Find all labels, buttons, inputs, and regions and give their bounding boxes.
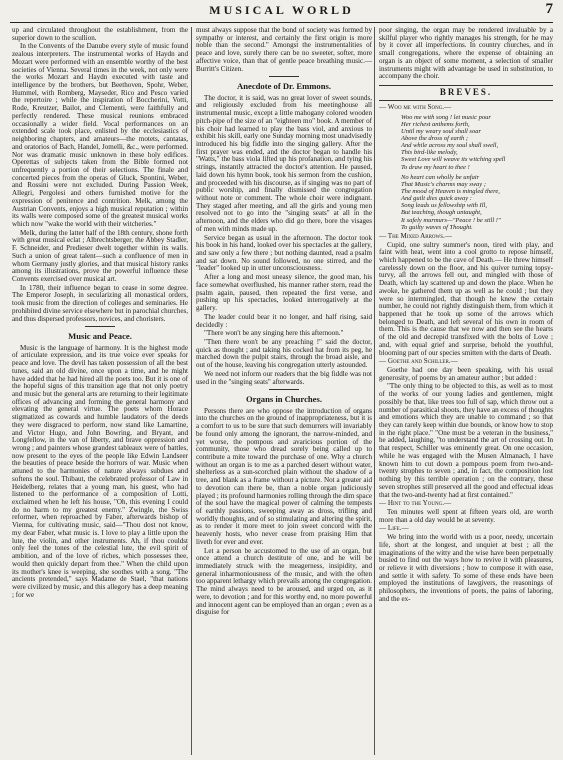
paragraph: poor singing, the organ may be rendered invaluable by a skilful player who rightly manages his strength, for he may by it cover all imperfections. In country churches, and in small congregations, where the expense of obtaining an organ is an object of some moment, a selection of smaller instruments might with advantage be used in substitution, to accompany the choir. <box>379 27 553 81</box>
paragraph: We bring into the world with us a poor, needy, uncertain life, short at the longest, and unquiet at best ; all the imaginations of the witty and the wise have been perpetually busied to find out the ways how to revive it with pleasures, or relieve it with diversions ; how to compose it with ease, and settle it with safety. To some of these ends have been employed the institutions of lawgivers, the reasonings of philosophers, the inventions of poets, the pains of laboring, and the ex- <box>379 533 553 603</box>
verse-line: It safely murmurs—"Peace ! be still !" <box>401 216 501 224</box>
column-middle <box>196 27 372 755</box>
verse-line: The mood of Heaven is mingled there, <box>401 187 500 195</box>
paragraph: In the Convents of the Danube every style of music found zealous interpreters. The instrumental works of Haydn and Mozart were performed with an ensemble worthy of the best societies of Vienna. Several times in the week, not only were the works Mozart and Haydn executed with taste and intelligence by the brothers, but Beethoven, Spohr, Weber, Hummel, with Romberg, Mayseder, Rico and Pesco varied the repertoire ; while the inspiration of Boccherini, Votti, Rode, Kreutzer, Bailot, and Clementi, were faithfully and perfectly rendered. These musical reunions embraced occasionally a wider field. Vocal performances on an extended scale took place, enlisted by the ecclesiastics of neighboring chapters, and amateurs—the motets, cantatas, and oratorios of Bach, Handel, Jomelli, &c., were performed. Nor was dramatic music unknown in these holy edifices. Operettas of subjects taken from the Bible formed not unfrequently a portion of their selections. The finale and concerted pieces from the operas of Gluck, Spontini, Weber, and Rossini were not excluded. During Passion Week, Allegri, Pergolesi and others furnished motive for the expression of penitence and contrition. Melk, among the Austrian Convents, enjoys a high musical reputation ; within its walls were composed some of the greatest musical works which now "wake the world with their witcheries." <box>12 42 188 228</box>
section-banner: BREVES. <box>379 85 553 101</box>
paragraph: up and circulated throughout the establishment, from the superior down to the scullion. <box>12 27 188 42</box>
paragraph: We need not inform our readers that the big fiddle was not used in the "singing seats" afterwards. <box>196 369 372 386</box>
paragraph: Cupid, one sultry summer's noon, tired with play, and faint with heat, went into a cool grotto to repose himself, which happened to be the cave of Death.— He threw himself carelessly down on the floor, and his quiver turning topsy-turvy, all the arrows fell out, and mingled with those of Death, which lay scattered up and down the place. When he awoke, he gathered them up as well as he could ; but they were so intermingled, that though he knew the certain number, he could not rightly distinguish them, from which it happened that he took up some of the arrows which belonged to Death, and left several of his own in room of them. This is the cause that we now and then see the hearts of the old and decrepid transfixed with the bolts of Love ; and, with equal grief and surprise, behold the youthful, blooming part of our species smitten with the darts of Death. <box>379 240 553 357</box>
paragraph: "There won't be any singing here this afternoon." <box>204 329 344 338</box>
paragraph: Let a person be accustomed to the use of an organ, but once attend a church destitute of one, and he will be immediately struck with the meagerness, insipidity, and general inharmoniousness of the music, and with the often too apparent lethargy which prevails among the congregation. The mind always need to be aroused, and urged on, as it were, to devotion ; and for this worthy end, no more powerful and innocent agent can be employed than an organ ; even as a disguise for <box>196 546 372 617</box>
article-heading: Organs in Churches. <box>245 394 322 405</box>
verse-line: Song leads us fellowship with Ill, <box>401 202 487 210</box>
paragraph: "Then there won't be any preaching !" said the doctor, quick as thought ; and taking his cocked hat from its peg, he marched down the pulpit stairs, through the broad aisle, and out of the house, leaving his congregation utterly astounded. <box>196 337 372 370</box>
page-number: 7 <box>545 1 553 17</box>
paragraph: In 1780, their influence began to cease in some degree. The Emperor Joseph, in secularizing all monastical orders, took music from the direction of colleges and seminaries. He prohibited divine service elsewhere but in parochial churches, and thus dispersed professors, novices, and choristers. <box>12 283 188 323</box>
verse-line: Sweet Love will weave its witching spell <box>401 156 506 164</box>
paragraph: Persons there are who oppose the introduction of organs into the churches on the ground of inappropriateness, but it is a comfort to us to be sure that such demurrers will invariably be found only among the ignorant, the narrow-minded, and yet worse, the pompous and avaricious portion of the community, those who dread sorely being called up to contribute a mite toward the purchase of one. Why a church without an organ is to me as a parched desert without water, shelterless as a sun-scorched plain without the shadow of a tree, and blank as a frame without a picture. Not a greater aid to devotion can there be, than a noble organ judiciously played ; its profound harmonies rolling through the dim space of the soul have the magical power of calming the tempests of earthly passions, sweeping away as dross, trifling and worldly thoughts, and of so stimulating and altering the spirit, as to render it more meet to join sweet concord with the heavenly hosts, who never cease from praising Him that liveth for ever and ever. <box>196 406 372 546</box>
column-divider <box>374 27 375 755</box>
section-rule <box>269 76 299 77</box>
verse-line: To draw my heart to thee ! <box>401 163 470 171</box>
paragraph: Service began as usual in the afternoon. The doctor took his book in his hand, looked over his spectacles at the gallery, and saw only a few there ; but nothing daunted, read a psalm and sat down. No sound followed, no one stirred, and the "leader" looked up in utter unconsciousness. <box>196 233 372 273</box>
column-divider <box>191 27 192 755</box>
page-header <box>10 0 553 23</box>
brief-title: — Goethe and Schiller.— <box>379 357 458 366</box>
verse-line: And while across my soul shall swell, <box>401 142 499 150</box>
verse-line: That Music's charms may sway ; <box>401 180 486 188</box>
paragraph: must always suppose that the bond of society was formed by sympathy or interest, and certainly the first origin is more noble than the second." Amongst the instrumentalities of peace and love, surely there can be no sweeter, softer, more affective voice, than that of gentle peace breathing music.—Burritt's Citizen. <box>196 27 372 73</box>
paragraph: After a long and most uneasy silence, the good man, his face somewhat overflushed, his manner rather stern, read the psalm again, paused, then repeated the first verse, and pushing up his spectacles, looked interrogatively at the gallery. <box>196 273 372 313</box>
paragraph: Goethe had one day been speaking, with his usual generosity, of poems by an amateur author ; but added : <box>379 366 553 382</box>
paragraph: "The only thing to be objected to this, as well as to most of the works of our young ladies and gentlemen, might possibly be that, like trees too full of sap, which throw out a number of parasitical shoots, they have an excess of thoughts and emotions which they are unable to command ; so that they can rarely keep within due bounds, or know how to stop in the right place." "One must be a veteran in the business," he added, laughing, "to understand the art of crossing out. In that respect, Schiller was eminently great. On one occasion, while he was engaged with the Musen Almanach, I have known him to cut down a pompous poem from two-and-twenty strophes to seven ; and, in fact, the composition lost nothing by this terrible operation ; on the contrary, these seven strophes still preserved all the good and effectual ideas that the two-and-twenty had at first contained." <box>379 382 553 499</box>
paragraph: The leader could bear it no longer, and half rising, said decidedly : <box>196 312 372 329</box>
verse-line: Woo me with song ! let music pour <box>401 113 491 121</box>
verse-line: To guilty waves of Thought. <box>401 223 473 231</box>
brief-title: — Hint to the Young.— <box>379 499 452 508</box>
column-left <box>12 27 188 755</box>
section-rule <box>85 326 115 327</box>
section-rule <box>269 389 299 390</box>
verse-line: Her richest anthems forth, <box>401 120 470 128</box>
verse-line: But teaching, though untaught, <box>401 209 482 217</box>
verse-line: This bird-like melody, <box>401 149 458 157</box>
poem-verse <box>401 114 553 231</box>
verse-line: Until my weary soul shall soar <box>401 127 481 135</box>
brief-title: — The Mixed Arrows.— <box>379 231 452 240</box>
verse-line: Above the dross of earth ; <box>401 134 469 142</box>
paragraph: Music is the language of harmony. It is the highest mode of articulate expression, and its true voice ever speaks for peace and love. The devil has taken possession of all the best tunes, said an old divine, once upon a time, and he might have added that he had hired all the poets too. But it is one of the hopeful signs of this transition age that not only poetry and music but the general arts are returning to their legitimate offices of advancing and forming the general harmony and elevating the general virtue. The poets whom Horace stigmatized as cowards and humble laudators of the deeds they were disgraced to perform, now stand like Lamartine, and Victor Hugo, and John Bowring, and Bryant, and Longfellow, in the van of liberty, and brave oppression and wrong ; and painters whose grandest tableaux were of battles, now present to the eyes of the people like Edwin Landseer the beauties of peace beside the horrors of war. Music when attuned to the harmonies of nature always subdues and softens the soul. Thibaut, the celebrated professor of Law in Heidelberg, relates that a young man, his guest, who had listened to the performance of a composition of Lotti, exclaimed when he left his house, "Oh, this evening I could do no harm to my greatest enemy." Zwingle, the Swiss reformer, when reproached by Faber, afterwards bishop of Vienna, for cultivating music, said—"Thou dost not know, my dear Faber, what music is. I love to play a little upon the lute, the violin, and other instruments. Ah, if thou couldst only feel the tones of the celestial lute, the evil spirit of ambition, and of the love of riches, which possesses thee, would then quickly depart from thee." When the child upon its mother's knee is weeping, she soothes with a song. "The ancients pretended," says Madame de Stael, "that nations were civilized by music, and this allegory has a deep meaning ; for we <box>12 343 188 599</box>
article-heading: Anecdote of Dr. Emmons. <box>237 81 331 92</box>
column-right <box>379 27 553 755</box>
verse-line: No heart can wholly be unfair <box>401 173 480 181</box>
brief-title: — Life.— <box>379 524 409 533</box>
paragraph: Ten minutes well spent at fifteen years old, are worth more than a old day would be at seventy. <box>379 507 553 524</box>
paragraph: Melk, during the latter half of the 18th century, shone forth with great musical eclat ; Albrechtsberger, the Abbey Stadler, F. Schneider, and Predieser dwelt together within its walls. Such a union of great talent—such a confluence of men in whom Germany justly glories, and that musical history ranks among its illustrations, prove the powerful influence these Convents exercised over musical art. <box>12 228 188 283</box>
article-heading: Music and Peace. <box>68 331 132 342</box>
verse-line: And guilt dies quick away : <box>401 195 472 203</box>
masthead-title: MUSICAL WORLD <box>209 3 354 17</box>
paragraph: The doctor, it is said, was no great lover of sweet sounds, and religiously excluded from his meetinghouse all instrumental music, except a little mahogany colored wooden pitch-pipe of the size of an "eighteen mo" book. A member of his choir had learned to play the bass viol, and anxious to exhibit his skill, early one Sunday morning most unadvisedly introduced his big fiddle into the singing gallery. After the first prayer was ended, and the doctor began to handle his "Watts," the bass viola lifted up his profanation, and tying his strings, instantly attracted the doctor's attention. He paused, laid down his hymn book, took his sermon from the cushion, and proceeded with his discourse, as if singing was no part of public worship, and finally dismissed the congregation without note or comment. The whole choir were indignant. They staged after meeting, and all the girls and young men resolved not to go into the "singing seats" at all in the afternoon, and the elders who did go there, bore the visages of men with minds made up. <box>196 93 372 233</box>
brief-title: — Woo me with Song.— <box>379 102 452 111</box>
